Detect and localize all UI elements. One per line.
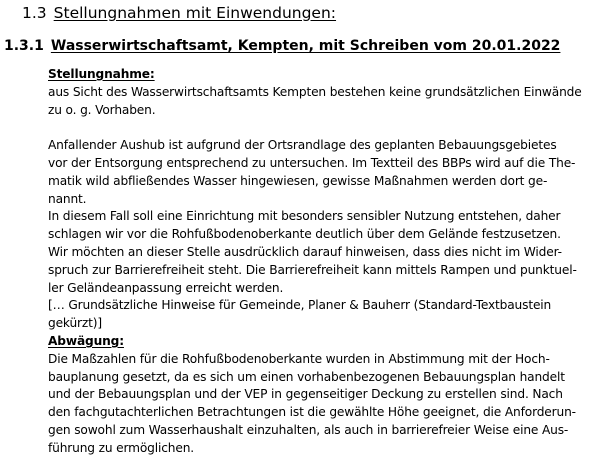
statement-line: aus Sicht des Wasserwirtschaftsamts Kempten bestehen keine grundsätzlichen Einwände [48,84,582,99]
statement-line: gekürzt)] [48,316,102,331]
statement-line: Wir möchten an dieser Stelle ausdrücklich darauf hinweisen, dass dies nicht im Wider- [48,244,562,259]
assessment-line: gen sowohl zum Wasserhaushalt einzuhalten, als auch in barrierefreier Weise eine Aus- [48,422,569,437]
subsection-heading [4,38,560,54]
statement-line [48,119,608,137]
statement-line: Anfallender Aushub ist aufgrund der Ortsrandlage des geplanten Bebauungsgebietes [48,138,557,153]
section-number: 1.3 [22,4,47,22]
statement-block [48,66,608,458]
assessment-line: und der Bebauungsplan und der VEP in gegenseitiger Deckung zu erstellen sind. Nach [48,387,563,402]
statement-line: In diesem Fall soll eine Einrichtung mit besonders sensibler Nutzung entstehen, daher [48,209,561,224]
section-title: Stellungnahmen mit Einwendungen: [53,4,337,22]
statement-line: [… Grundsätzliche Hinweise für Gemeinde, Planer & Bauherr (Standard-Textbaustein [48,298,552,313]
statement-line: spruch zur Barrierefreiheit steht. Die Barrierefreiheit kann mittels Rampen und punktuel- [48,262,577,277]
statement-line: nannt. [48,191,87,206]
statement-line: zu o. g. Vorhaben. [48,102,156,117]
statement-label: Stellungnahme: [48,67,155,81]
statement-line: ler Geländeanpassung erreicht werden. [48,280,284,295]
subsection-title: Wasserwirtschaftsamt, Kempten, mit Schreiben vom 20.01.2022 [50,38,561,54]
statement-line: schlagen wir vor die Rohfußbodenoberkante deutlich über dem Gelände festzusetzen. [48,227,561,242]
assessment-line: Die Maßzahlen für die Rohfußbodenoberkante wurden in Abstimmung mit der Hoch- [48,351,550,366]
assessment-line: führung zu ermöglichen. [48,440,195,455]
assessment-line: den fachgutachterlichen Betrachtungen ist die gewählte Höhe geeignet, die Anforderun- [48,405,576,420]
assessment-label: Abwägung: [48,333,124,348]
statement-line: vor der Entsorgung entsprechend zu untersuchen. Im Textteil des BBPs wird auf die The- [48,155,576,170]
statement-line: matik wild abfließendes Wasser hingewiesen, gewisse Maßnahmen werden dort ge- [48,173,548,188]
subsection-number: 1.3.1 [4,38,44,54]
section-heading [22,4,336,22]
assessment-line: bauplanung gesetzt, da es sich um einen vorhabenbezogenen Bebauungsplan handelt [48,369,565,384]
